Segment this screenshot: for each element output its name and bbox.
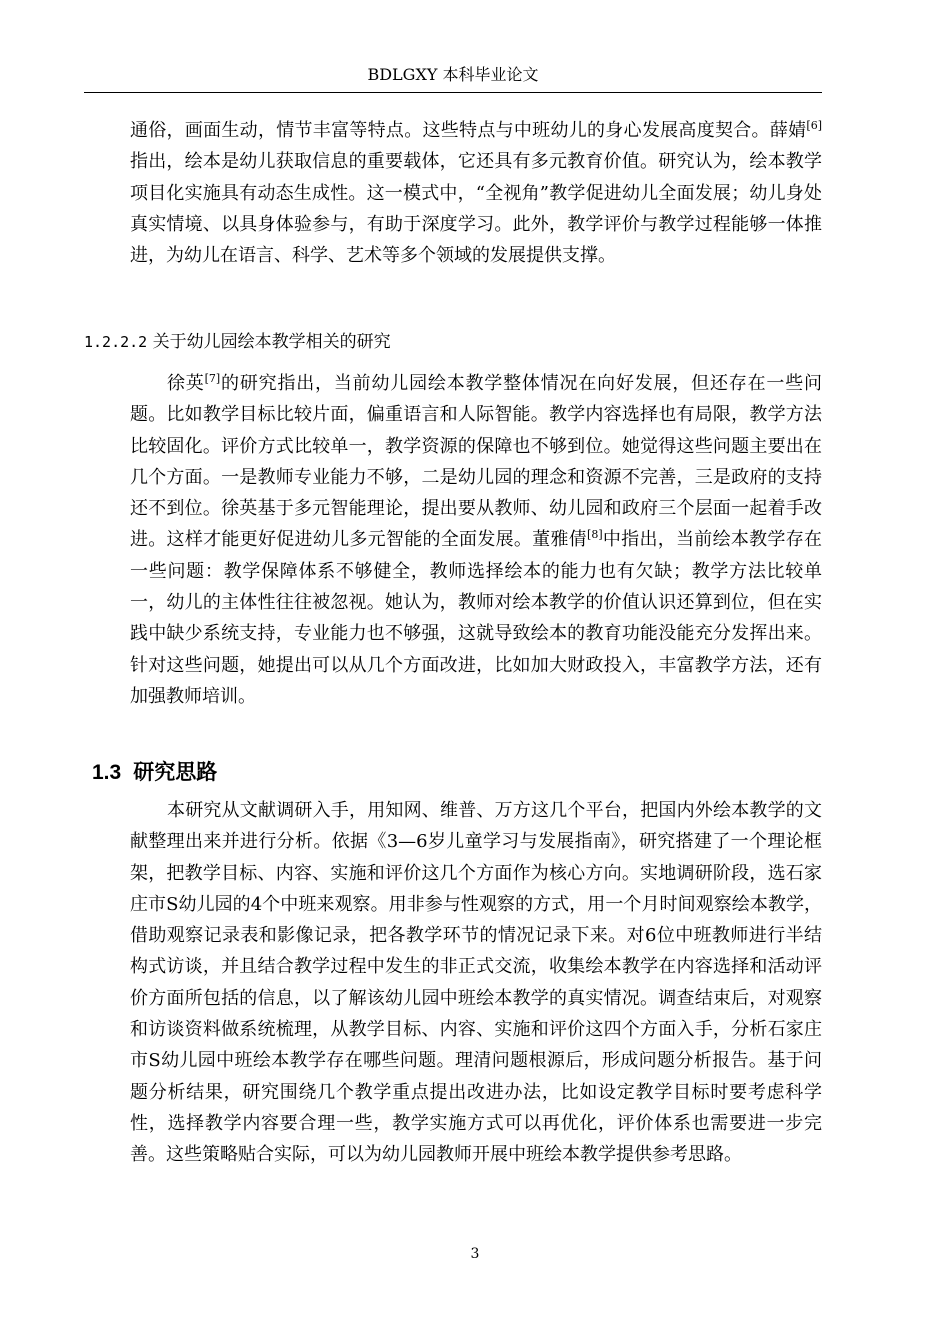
paragraph-text: 的研究指出，当前幼儿园绘本教学整体情况在向好发展，但还存在一些问题。比如教学目标比较片面，偏重语言和人际智能。教学内容选择也有局限，教学方法比较固化。评价方式比较单一，教学资源的保障也不够到位。她觉得这些问题主要出在几个方面。一是教师专业能力不够，二是幼儿园的理念和资源不完善，三是政府的支持还不到位。徐英基于多元智能理论，提出要从教师、幼儿园和政府三个层面一起着手改进。这样才能更好促进幼儿多元智能的全面发展。董雅倩 [130, 373, 823, 551]
paragraph-text: 通俗，画面生动，情节丰富等特点。这些特点与中班幼儿的身心发展高度契合。薛婧 [130, 120, 807, 141]
section-heading [92, 758, 217, 788]
citation-ref: [7] [204, 372, 221, 385]
paragraph [130, 368, 822, 712]
citation-ref: [8] [587, 528, 603, 542]
section-title: 研究思路 [133, 761, 218, 784]
paragraph: 本研究从文献调研入手，用知网、维普、万方这几个平台，把国内外绘本教学的文献整理出来并进行分析。依据《3—6岁儿童学习与发展指南》，研究搭建了一个理论框架，把教学目标、内容、实施和评价这几个方面作为核心方向。实地调研阶段，选石家庄市S幼儿园的4个中班来观察。用非参与性观察的方式，用一个月时间观察绘本教学，借助观察记录表和影像记录，把各教学环节的情况记录下来。对6位中班教师进行半结构式访谈，并且结合教学过程中发生的非正式交流，收集绘本教学在内容选择和活动评价方面所包括的信息，以了解该幼儿园中班绘本教学的真实情况。调查结束后，对观察和访谈资料做系统梳理，从教学目标、内容、实施和评价这四个方面入手，分析石家庄市S幼儿园中班绘本教学存在哪些问题。理清问题根源后，形成问题分析报告。基于问题分析结果，研究围绕几个教学重点提出改进办法，比如设定教学目标时要考虑科学性，选择教学内容要合理一些，教学实施方式可以再优化，评价体系也需要进一步完善。这些策略贴合实际，可以为幼儿园教师开展中班绘本教学提供参考思路。 [130, 800, 822, 1166]
header-rule [84, 92, 822, 93]
running-header: BDLGXY 本科毕业论文 [367, 65, 539, 84]
paragraph-continued [130, 115, 822, 271]
paragraph-text: 徐英 [167, 373, 205, 394]
subsection-number: 1.2.2.2 [84, 333, 148, 351]
citation-ref: [6] [806, 119, 822, 132]
subsection-heading [84, 330, 391, 354]
page-number: 3 [470, 1246, 480, 1262]
section-number: 1.3 [92, 761, 122, 784]
paragraph-text: 中指出，当前绘本教学存在一些问题：教学保障体系不够健全，教师选择绘本的能力也有欠缺；教学方法比较单一，幼儿的主体性往往被忽视。她认为，教师对绘本教学的价值认识还算到位，但在实践中缺少系统支持，专业能力也不够强，这就导致绘本的教育功能没能充分发挥出来。针对这些问题，她提出可以从几个方面改进，比如加大财政投入，丰富教学方法，还有加强教师培训。 [130, 529, 822, 707]
paragraph-text: 指出，绘本是幼儿获取信息的重要载体，它还具有多元教育价值。研究认为，绘本教学项目化实施具有动态生成性。这一模式中，“全视角”教学促进幼儿全面发展；幼儿身处真实情境、以具身体验参与，有助于深度学习。此外，教学评价与教学过程能够一体推进，为幼儿在语言、科学、艺术等多个领域的发展提供支撑。 [130, 151, 822, 267]
subsection-title: 关于幼儿园绘本教学相关的研究 [152, 332, 391, 352]
